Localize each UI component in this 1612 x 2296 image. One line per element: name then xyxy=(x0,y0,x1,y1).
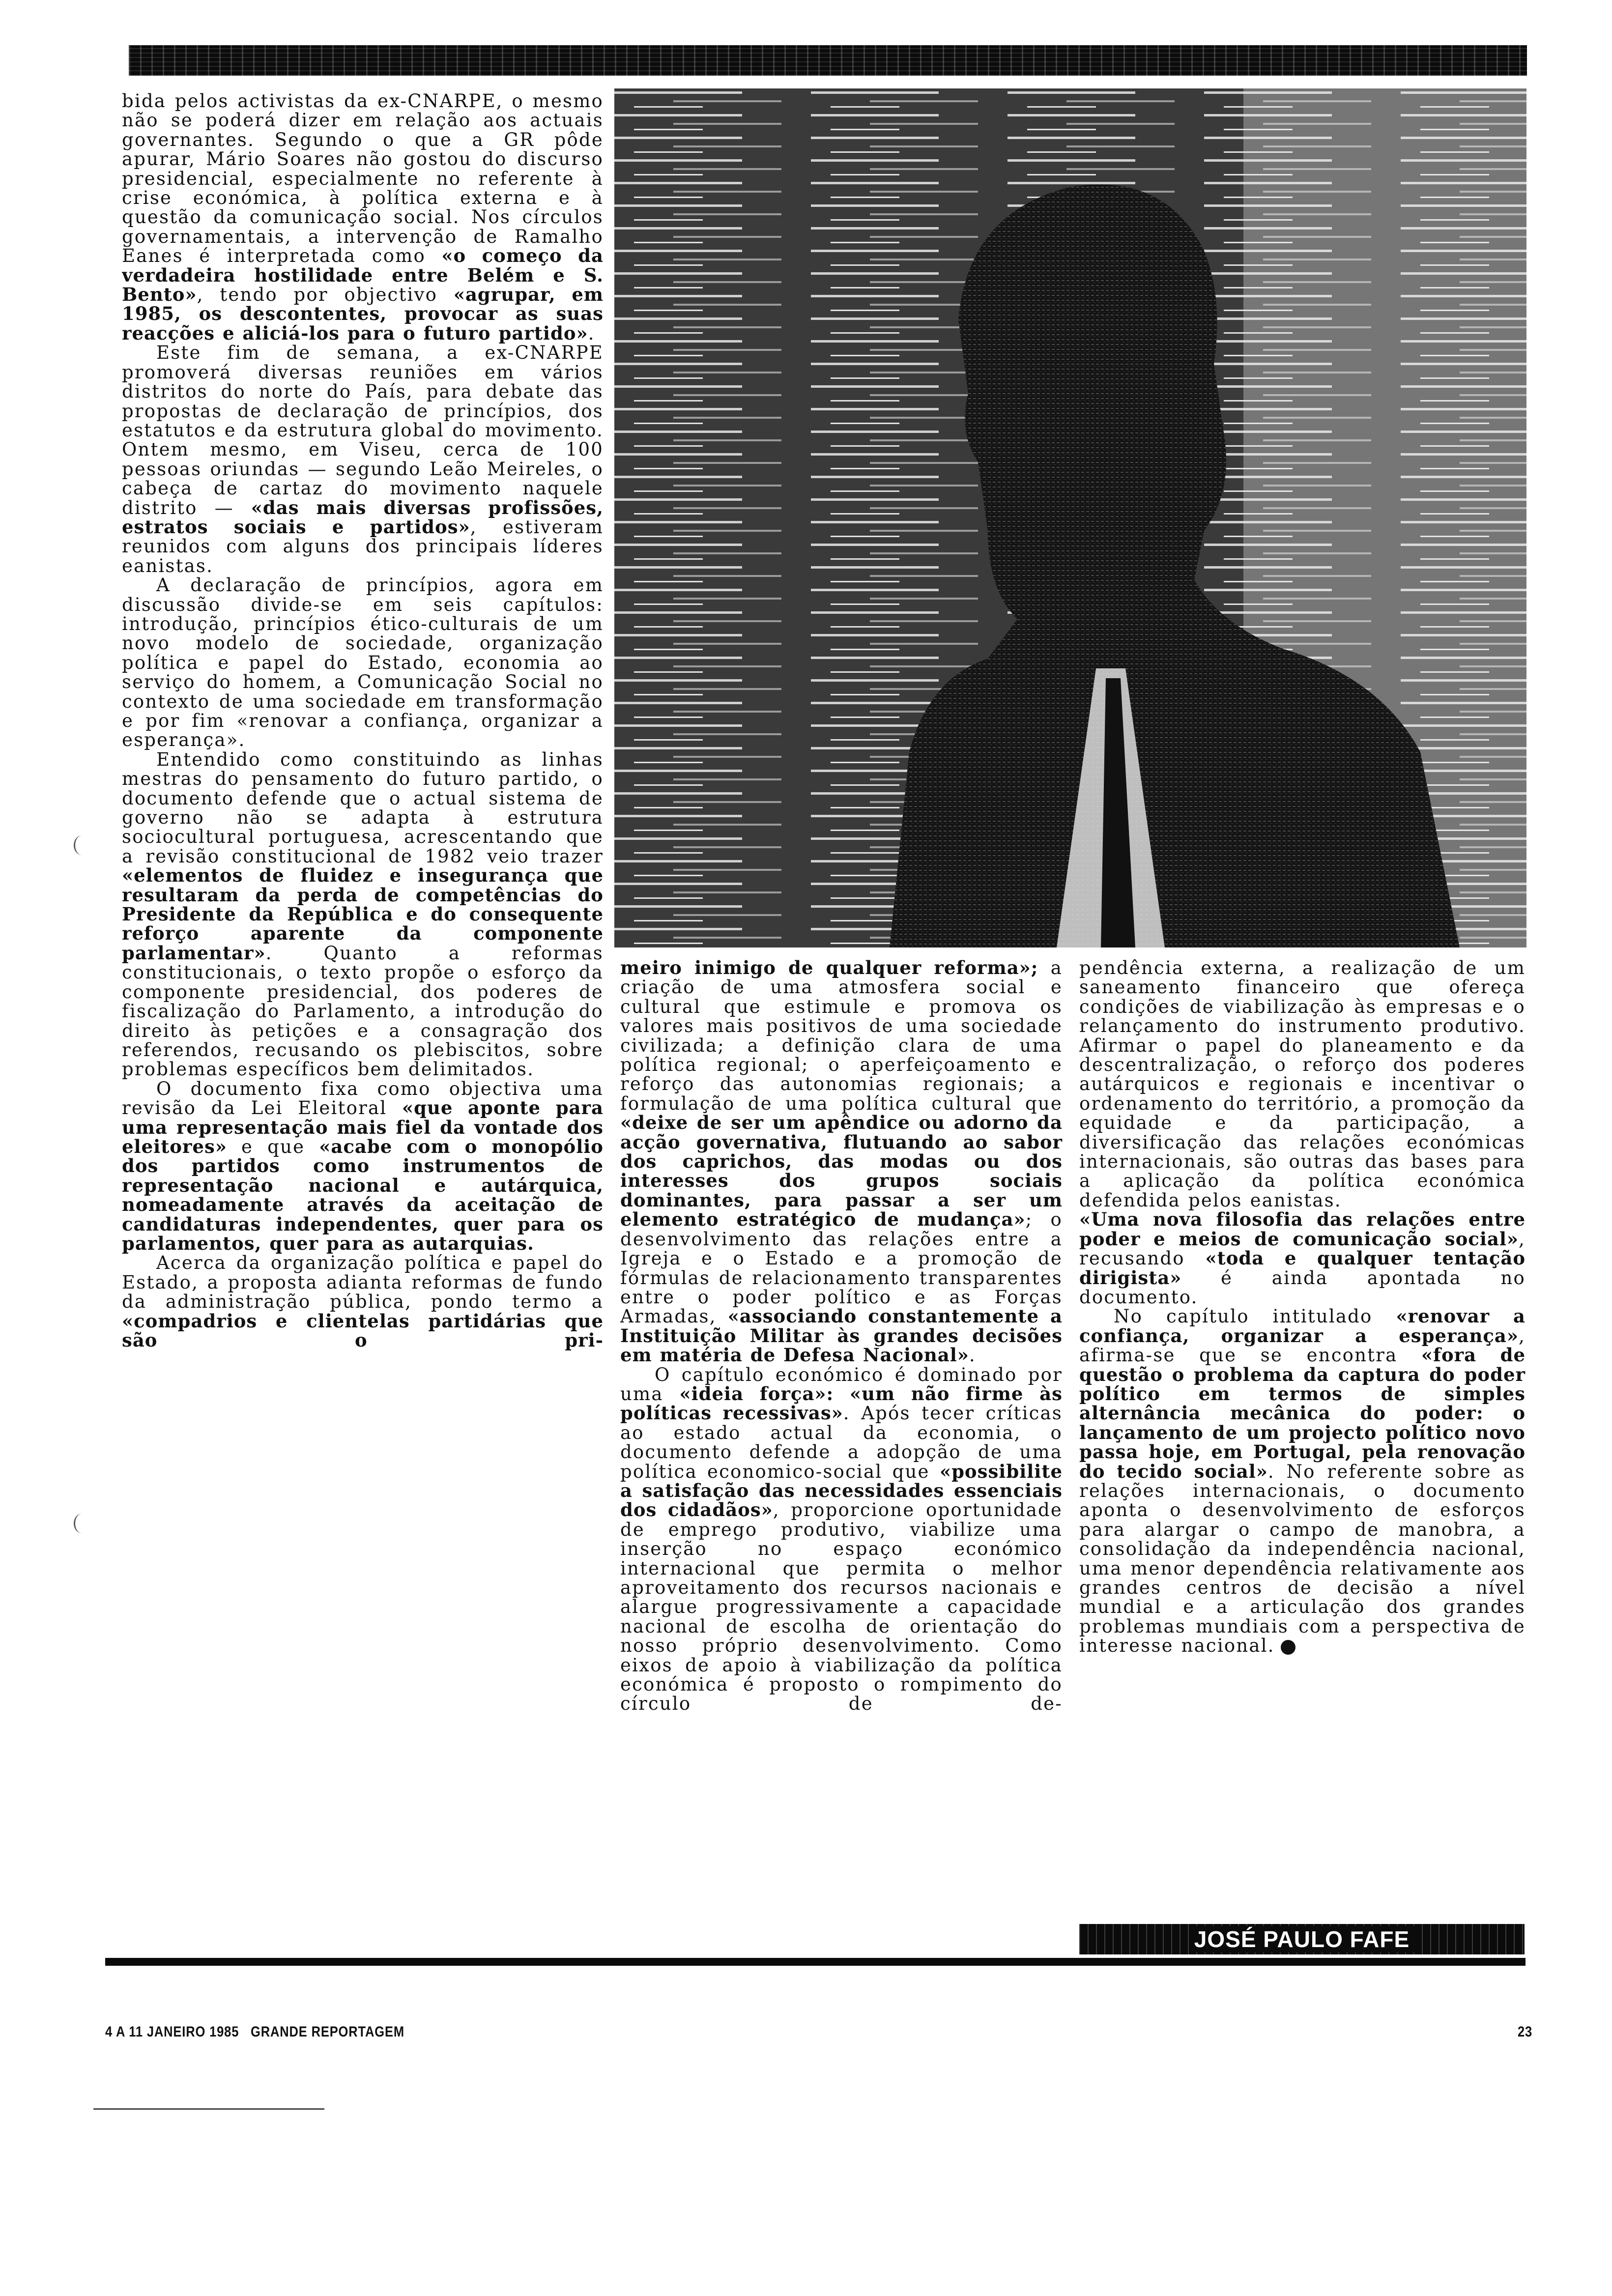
quoted-text-bold: «o começo da verdadeira hostilidade entre Belém e S. Bento» xyxy=(122,245,604,306)
paragraph xyxy=(1079,1307,1526,1655)
body-text: a criação de uma atmosfera social e cultural que estimule e promova os valores mais positivos de uma sociedade civilizada; a definição clara de uma política regional; o aperfeiçoamento e reforço das autonomias regionais; a formulação de uma política cultural que xyxy=(620,958,1063,1114)
page-number: 23 xyxy=(1518,2024,1533,2040)
margin-mark xyxy=(74,835,90,855)
body-text: é ainda apontada no documento. xyxy=(1079,1267,1526,1308)
quoted-text-bold: «agrupar, em 1985, os descontentes, provocar as suas reacções e aliciá-los para o futuro partido» xyxy=(122,284,604,344)
body-text: . No referente sobre as relações internacionais, o documento aponta o desenvolvimento de esforços para alargar o campo de manobra, a consolidação da independência nacional, uma menor dependência relativamente aos grandes centros de decisão a nível mundial e a articulação dos grandes problemas mundiais com a perspectiva de interesse nacional. xyxy=(1079,1461,1526,1657)
portrait-silhouette-image xyxy=(614,88,1526,947)
body-text: A declaração de princípios, agora em discussão divide-se em seis capítulos: introdução, princípios ético-culturais de um novo modelo de sociedade, organização política e papel do Estado, economia ao serviço do homem, a Comunicação Social no contexto de uma sociedade em transformação e por fim «renovar a confiança, organizar a esperança». xyxy=(122,574,604,751)
quoted-text-bold: meiro inimigo de qualquer reforma»; xyxy=(620,958,1038,978)
body-text: . Após tecer críticas ao estado actual da economia, o documento defende a adopção de uma política economico-social que xyxy=(620,1403,1063,1482)
quoted-text-bold: «deixe de ser um apêndice ou adorno da acção governativa, flutuando ao sabor dos caprichos, das modas ou dos interesses dos grupos sociais dominantes, para passar a ser um elemento estratégico de mudança» xyxy=(620,1112,1063,1231)
paragraph xyxy=(1079,1210,1526,1307)
bottom-rule-divider xyxy=(105,1958,1526,1966)
body-text: Acerca da organização política e papel do Estado, a proposta adianta reformas de fundo da administração pública, pondo termo a xyxy=(122,1252,604,1313)
body-text: O capítulo económico é dominado por uma xyxy=(620,1364,1063,1405)
quoted-text-bold: «ideia força»: «um não firme às políticas recessivas» xyxy=(620,1382,1063,1424)
quoted-text-bold: «possibilite a satisfação das necessidades essenciais dos cidadãos» xyxy=(620,1460,1063,1521)
body-text: , proporcione oportunidade de emprego produtivo, viabilize uma inserção no espaço económico internacional que permita o melhor aproveitamento dos recursos nacionais e alargue progressivamente a capacidade nacional de escolha de orientação do nosso próprio desenvolvimento. Como eixos de apoio à viabilização da política económica é proposto o rompimento do círculo de de- xyxy=(620,1499,1063,1715)
body-text: . xyxy=(588,322,595,344)
quoted-text-bold: «elementos de fluidez e insegurança que resultaram da perda de competências do Presidente da República e do consequente reforço aparente da componente parlamentar» xyxy=(122,864,604,964)
quoted-text-bold: «compadrios e clientelas partidárias que são o pri- xyxy=(122,1310,604,1351)
article-photo xyxy=(614,88,1526,947)
paragraph xyxy=(1079,958,1526,1210)
body-text: bida pelos activistas da ex-CNARPE, o mesmo não se poderá dizer em relação aos actuais governantes. Segundo o que a GR pôde apurar, Mário Soares não gostou do discurso presidencial, especialmente no referente à crise económica, à política externa e à questão da comunicação social. Nos círculos governamentais, a intervenção de Ramalho Eanes é interpretada como xyxy=(122,91,604,267)
body-text: Este fim de semana, a ex-CNARPE promoverá diversas reuniões em vários distritos do norte do País, para debate das propostas de declaração de princípios, dos estatutos e da estrutura global do movimento. Ontem mesmo, em Viseu, cerca de 100 pessoas oriundas — segundo Leão Meireles, o cabeça de cartaz do movimento naquele distrito — xyxy=(122,342,604,518)
article-column-left xyxy=(122,91,604,1964)
end-of-article-bullet-icon xyxy=(1281,1640,1295,1655)
paragraph xyxy=(620,958,1063,1365)
header-banner xyxy=(129,45,1527,76)
paragraph xyxy=(122,343,604,575)
article-column-right xyxy=(1079,958,1526,1922)
body-text: . Quanto a reformas constitucionais, o texto propõe o esforço da componente presidencial, dos poderes de fiscalização do Parlamento, a introdução do direito às petições e a consagração dos referendos, recusando os plebiscitos, sobre problemas específicos bem delimitados. xyxy=(122,942,604,1080)
paragraph xyxy=(122,1253,604,1350)
paragraph xyxy=(122,575,604,750)
quoted-text-bold: «associando constantemente a Instituição Militar às grandes decisões em matéria de Defesa Nacional» xyxy=(620,1305,1063,1366)
author-byline xyxy=(1079,1924,1525,1954)
author-name: JOSÉ PAULO FAFE xyxy=(1189,1926,1414,1952)
quoted-text-bold: «renovar a confiança, organizar a esperança» xyxy=(1079,1305,1526,1347)
body-text: , recusando xyxy=(1079,1228,1526,1269)
quoted-text-bold: «que aponte para uma representação mais fiel da vontade dos eleitores» xyxy=(122,1097,604,1157)
body-text: No capítulo intitulado xyxy=(1114,1306,1396,1327)
quoted-text-bold: «Uma nova filosofia das relações entre poder e meios de comunicação social» xyxy=(1079,1208,1526,1250)
quoted-text-bold: «acabe com o monopólio dos partidos como instrumentos de representação nacional e autárquica, nomeadamente através da aceitação de candidaturas independentes, quer para os parlamentos, quer para as autarquias. xyxy=(122,1135,604,1254)
article-column-middle xyxy=(620,958,1063,1966)
paragraph xyxy=(122,750,604,1079)
body-text: , tendo por objectivo xyxy=(197,284,454,306)
body-text: , estiveram reunidos com alguns dos principais líderes eanistas. xyxy=(122,516,604,576)
quoted-text-bold: «das mais diversas profissões, estratos sociais e partidos» xyxy=(122,496,604,538)
quoted-text-bold: «toda e qualquer tentação dirigista» xyxy=(1079,1247,1526,1289)
paragraph xyxy=(122,91,604,343)
body-text: pendência externa, a realização de um saneamento financeiro que ofereça condições de viabilização às empresas e o relançamento do instrumento produtivo. Afirmar o papel do planeamento e da descentralização, o reforço dos poderes autárquicos e regionais e incentivar o ordenamento do território, a promoção da equidade e da participação, a diversificação das relações económicas internacionais, são outras das bases para a aplicação da política económica defendida pelos eanistas. xyxy=(1079,958,1526,1211)
body-text: O documento fixa como objectiva uma revisão da Lei Eleitoral xyxy=(122,1078,604,1119)
paragraph xyxy=(122,1079,604,1254)
scan-artifact-line xyxy=(93,2108,324,2110)
body-text: . xyxy=(969,1345,976,1366)
body-text: , afirma-se que se encontra xyxy=(1079,1325,1526,1366)
body-text: e que xyxy=(227,1136,319,1157)
body-text: ; o desenvolvimento das relações entre a Igreja e o Estado e a promoção de fórmulas de relacionamento transparentes entre o poder político e as Forças Armadas, xyxy=(620,1209,1063,1327)
paragraph xyxy=(620,1365,1063,1714)
body-text: Entendido como constituindo as linhas mestras do pensamento do futuro partido, o documento defende que o actual sistema de governo não se adapta à estrutura sociocultural portuguesa, acrescentando que a revisão constitucional de 1982 veio trazer xyxy=(122,748,604,867)
quoted-text-bold: «fora de questão o problema da captura do poder político em termos de simples alternância mecânica do poder: o lançamento de um projecto político novo passa hoje, em Portugal, pela renovação do tecido social» xyxy=(1079,1344,1526,1482)
margin-mark xyxy=(74,1514,90,1533)
footer-issue-info: 4 A 11 JANEIRO 1985 GRANDE REPORTAGEM xyxy=(105,2024,404,2040)
